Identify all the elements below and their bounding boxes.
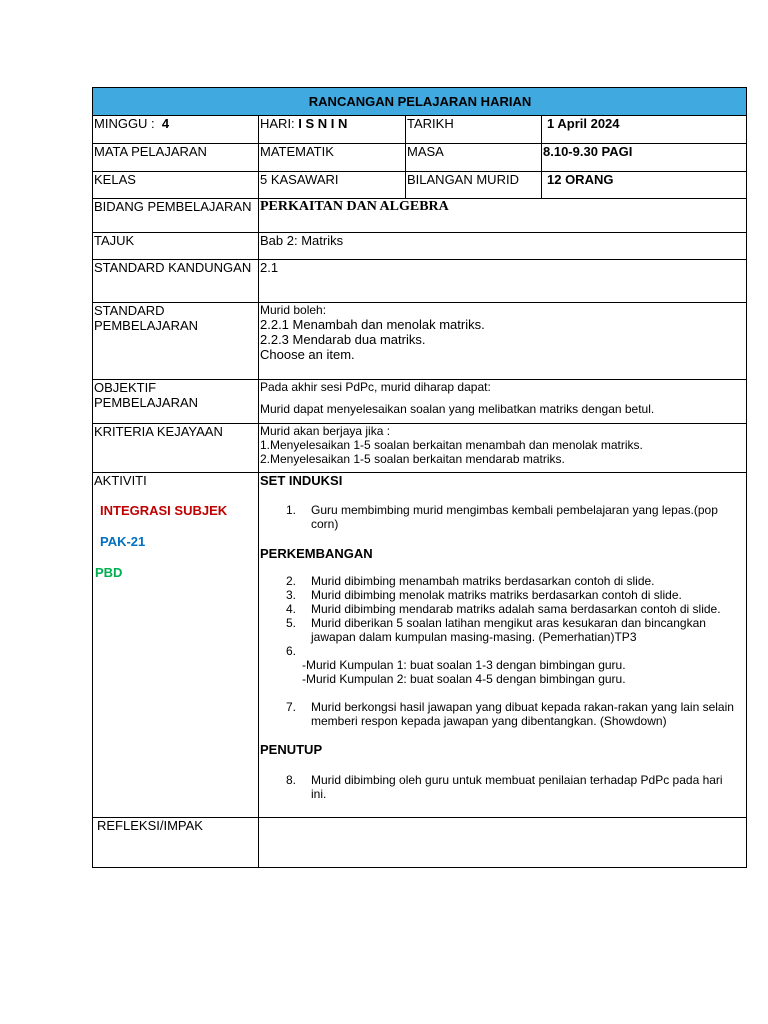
penutup-list	[260, 773, 746, 801]
aktiviti-left-cell	[93, 473, 259, 818]
lesson-plan-table	[92, 87, 747, 868]
kumpulan-line: -Murid Kumpulan 2: buat soalan 4-5 dengan bimbingan guru.	[302, 672, 626, 686]
masa-value: 8.10-9.30 PAGI	[542, 144, 747, 172]
item-number: 3.	[286, 588, 297, 602]
bidang-label: BIDANG PEMBELAJARAN	[93, 199, 259, 233]
aktiviti-label: AKTIVITI	[94, 473, 147, 488]
bilangan-value: 12 ORANG	[542, 172, 747, 199]
set-induksi-title: SET INDUKSI	[260, 473, 343, 488]
list-item	[260, 616, 746, 644]
row-objektif	[93, 380, 747, 424]
hari-cell	[259, 116, 406, 144]
pak-label: PAK-21	[100, 534, 146, 549]
sp-item: 2.2.1 Menambah dan menolak matriks.	[260, 317, 485, 332]
row-minggu	[93, 116, 747, 144]
kk-intro: Murid akan berjaya jika :	[260, 424, 391, 438]
kelas-value: 5 KASAWARI	[259, 172, 406, 199]
bilangan-label: BILANGAN MURID	[406, 172, 542, 199]
kk-item: 2.Menyelesaikan 1-5 soalan berkaitan mendarab matriks.	[260, 452, 565, 466]
sp-intro: Murid boleh:	[260, 303, 327, 317]
row-standard-kandungan	[93, 260, 747, 303]
item-text: Guru membimbing murid mengimbas kembali pembelajaran yang lepas.(pop corn)	[311, 503, 718, 531]
hari-label: HARI:	[260, 116, 295, 131]
row-refleksi	[93, 818, 747, 868]
sk-label: STANDARD KANDUNGAN	[93, 260, 259, 303]
obj-intro: Pada akhir sesi PdPc, murid diharap dapat:	[260, 380, 491, 394]
item-text: Murid dibimbing menolak matriks matriks berdasarkan contoh di slide.	[311, 588, 682, 602]
kelas-label: KELAS	[93, 172, 259, 199]
aktiviti-cell	[259, 473, 747, 818]
pbd-label: PBD	[95, 565, 123, 580]
obj-text: Murid dapat menyelesaikan soalan yang melibatkan matriks dengan betul.	[260, 402, 655, 416]
kk-item: 1.Menyelesaikan 1-5 soalan berkaitan menambah dan menolak matriks.	[260, 438, 643, 452]
penutup-title: PENUTUP	[260, 742, 323, 757]
list-item	[260, 602, 746, 616]
minggu-cell	[93, 116, 259, 144]
row-standard-pembelajaran	[93, 303, 747, 380]
obj-cell	[259, 380, 747, 424]
title-row	[93, 88, 747, 116]
refleksi-value[interactable]	[259, 818, 747, 868]
lesson-plan	[92, 87, 746, 868]
document-title: RANCANGAN PELAJARAN HARIAN	[93, 88, 747, 116]
tarikh-value: 1 April 2024	[542, 116, 747, 144]
item-number: 5.	[286, 616, 297, 630]
refleksi-label: REFLEKSI/IMPAK	[93, 818, 259, 868]
item-text: Murid diberikan 5 soalan latihan mengikut aras kesukaran dan bincangkan jawapan dalam kumpulan masing-masing. (Pemerhatian)TP3	[311, 616, 706, 644]
perkembangan-list	[260, 574, 746, 658]
sp-item: 2.2.3 Mendarab dua matriks.	[260, 332, 426, 347]
mata-label: MATA PELAJARAN	[93, 144, 259, 172]
bidang-value: PERKAITAN DAN ALGEBRA	[259, 199, 747, 233]
tajuk-label: TAJUK	[93, 233, 259, 260]
row-kriteria	[93, 424, 747, 473]
tajuk-value: Bab 2: Matriks	[259, 233, 747, 260]
item-number: 1.	[286, 503, 297, 517]
list-item	[260, 574, 746, 588]
row-mata-pelajaran	[93, 144, 747, 172]
tarikh-label: TARIKH	[406, 116, 542, 144]
item-text: Murid dibimbing oleh guru untuk membuat penilaian terhadap PdPc pada hari ini.	[311, 773, 723, 801]
obj-label: OBJEKTIF PEMBELAJARAN	[93, 380, 259, 424]
item-text: Murid dibimbing menambah matriks berdasarkan contoh di slide.	[311, 574, 655, 588]
sp-label: STANDARD PEMBELAJARAN	[93, 303, 259, 380]
kk-label: KRITERIA KEJAYAAN	[93, 424, 259, 473]
list-item	[260, 773, 746, 801]
row-kelas	[93, 172, 747, 199]
row-aktiviti	[93, 473, 747, 818]
kumpulan-line: -Murid Kumpulan 1: buat soalan 1-3 dengan bimbingan guru.	[302, 658, 626, 672]
minggu-value: 4	[161, 116, 170, 131]
item-number: 4.	[286, 602, 297, 616]
item-number: 6.	[286, 644, 297, 658]
kk-cell	[259, 424, 747, 473]
sp-item: Choose an item.	[260, 347, 355, 362]
item7-list	[260, 700, 746, 728]
list-item	[260, 503, 746, 531]
item-text: Murid berkongsi hasil jawapan yang dibuat kepada rakan-rakan yang lain selain memberi respon kepada jawapan yang dibentangkan. (Showdown)	[311, 700, 734, 728]
integrasi-label: INTEGRASI SUBJEK	[100, 503, 228, 518]
hari-value: I S N I N	[298, 116, 348, 131]
set-induksi-list	[260, 503, 746, 531]
list-item	[260, 588, 746, 602]
sk-value: 2.1	[259, 260, 747, 303]
list-item	[260, 644, 746, 658]
sp-cell	[259, 303, 747, 380]
row-bidang	[93, 199, 747, 233]
mata-value: MATEMATIK	[259, 144, 406, 172]
item-number: 2.	[286, 574, 297, 588]
masa-label: MASA	[406, 144, 542, 172]
row-tajuk	[93, 233, 747, 260]
item-number: 7.	[286, 700, 297, 714]
item-text: Murid dibimbing mendarab matriks adalah sama berdasarkan contoh di slide.	[311, 602, 721, 616]
item-number: 8.	[286, 773, 297, 787]
list-item	[260, 700, 746, 728]
perkembangan-title: PERKEMBANGAN	[260, 546, 373, 561]
minggu-label: MINGGU :	[94, 116, 155, 131]
